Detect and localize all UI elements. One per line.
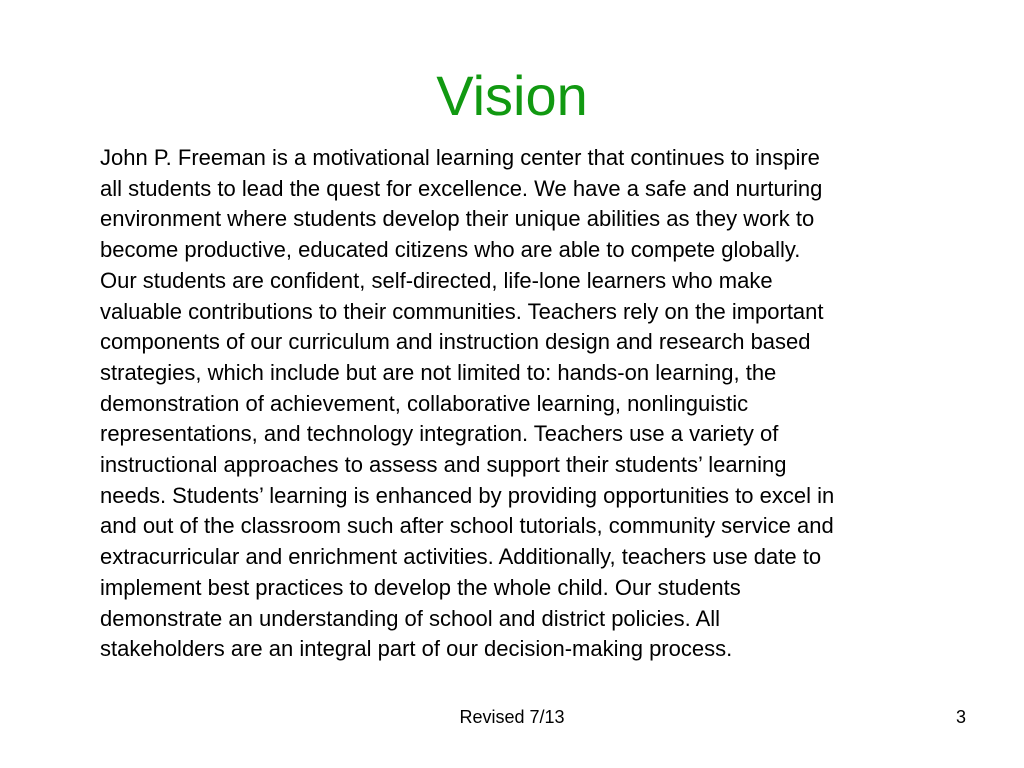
page-number: 3 xyxy=(955,707,966,727)
body-line: extracurricular and enrichment activities. Additionally, teachers use date to xyxy=(100,544,822,570)
body-line: stakeholders are an integral part of our decision-making process. xyxy=(100,636,733,662)
body-line: needs. Students’ learning is enhanced by providing opportunities to excel in xyxy=(100,482,835,508)
vision-statement xyxy=(100,143,980,665)
revision-footer: Revised 7/13 xyxy=(459,707,565,727)
body-line: and out of the classroom such after school tutorials, community service and xyxy=(100,513,834,539)
body-line: demonstration of achievement, collaborative learning, nonlinguistic xyxy=(100,390,749,416)
body-line: instructional approaches to assess and support their students’ learning xyxy=(100,452,787,478)
body-line: components of our curriculum and instruction design and research based xyxy=(100,329,811,355)
slide-title: Vision xyxy=(436,64,588,127)
body-line: environment where students develop their unique abilities as they work to xyxy=(100,206,815,232)
body-line: all students to lead the quest for excellence. We have a safe and nurturing xyxy=(100,175,823,201)
body-line: valuable contributions to their communities. Teachers rely on the important xyxy=(100,298,824,324)
body-line: Our students are confident, self-directed, life-lone learners who make xyxy=(100,267,773,293)
body-line: implement best practices to develop the whole child. Our students xyxy=(100,574,741,600)
body-line: strategies, which include but are not limited to: hands-on learning, the xyxy=(100,359,777,385)
body-line: become productive, educated citizens who are able to compete globally. xyxy=(100,237,801,263)
body-line: demonstrate an understanding of school and district policies. All xyxy=(100,605,721,631)
body-line: representations, and technology integration. Teachers use a variety of xyxy=(100,421,779,447)
body-line: John P. Freeman is a motivational learning center that continues to inspire xyxy=(100,145,820,170)
